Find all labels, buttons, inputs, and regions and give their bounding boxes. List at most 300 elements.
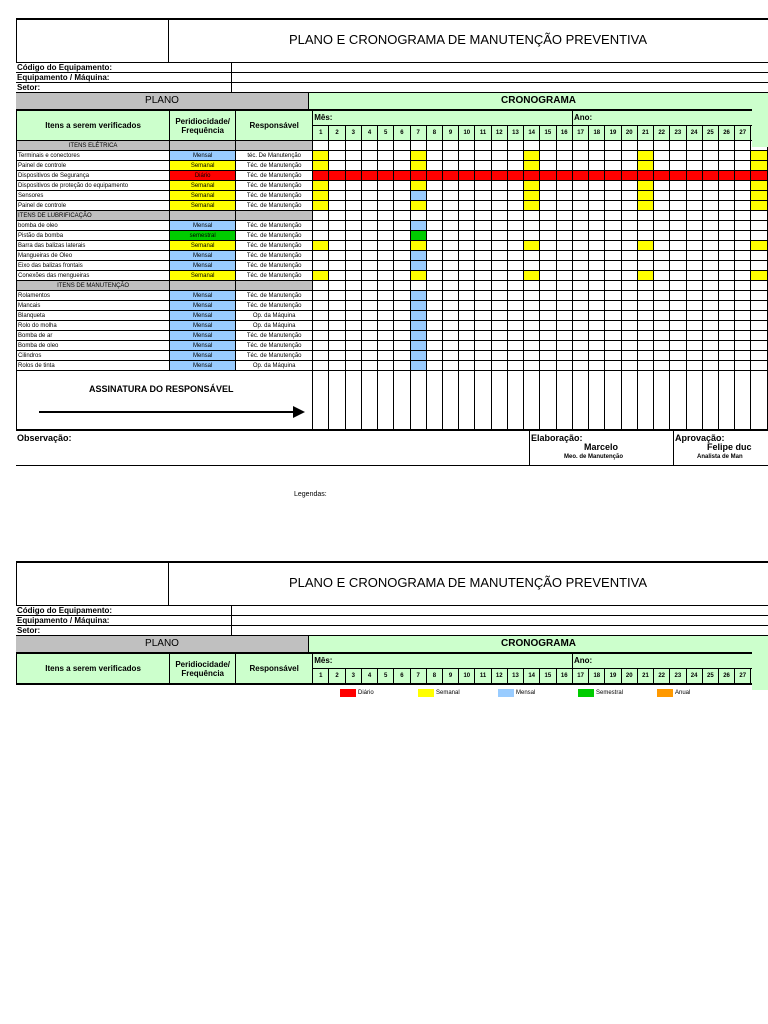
day-cell <box>475 291 491 301</box>
day-cell <box>589 171 605 181</box>
day-cell <box>572 361 588 371</box>
day-cell <box>329 151 345 161</box>
day-cell <box>686 231 702 241</box>
day-cell <box>394 231 410 241</box>
day-cell <box>540 271 556 281</box>
day-cell <box>735 161 751 171</box>
item-name: Conexões das mengueiras <box>17 271 170 281</box>
day-cell <box>702 221 718 231</box>
day-cell <box>313 151 329 161</box>
day-cell <box>410 311 426 321</box>
day-cell <box>621 241 637 251</box>
day-cell <box>637 261 653 271</box>
legend-label: Diário <box>358 690 374 696</box>
ano-label: Ano: <box>572 654 767 669</box>
day-cell <box>459 351 475 361</box>
item-name: Rolos de tinta <box>17 361 170 371</box>
side-tab <box>752 97 768 147</box>
day-cell <box>442 291 458 301</box>
day-cell <box>378 321 394 331</box>
day-cell <box>329 271 345 281</box>
item-name: Bomba de ar <box>17 331 170 341</box>
day-cell <box>361 271 377 281</box>
day-cell <box>313 331 329 341</box>
day-cell <box>345 201 361 211</box>
day-cell <box>751 291 768 301</box>
day-cell <box>735 301 751 311</box>
day-cell <box>621 231 637 241</box>
section-label: ITENS DE MANUTENÇÃO <box>17 281 170 291</box>
day-cell <box>572 271 588 281</box>
day-cell <box>654 321 670 331</box>
day-cell <box>718 361 734 371</box>
day-cell <box>378 341 394 351</box>
day-cell <box>507 351 523 361</box>
day-cell <box>475 161 491 171</box>
table-row <box>17 331 768 341</box>
day-header: 24 <box>686 126 702 141</box>
day-cell <box>621 361 637 371</box>
responsavel: Op. da Máquina <box>236 311 313 321</box>
day-cell <box>637 331 653 341</box>
arrow-right-icon <box>37 405 307 419</box>
day-cell <box>540 311 556 321</box>
day-cell <box>361 311 377 321</box>
day-cell <box>394 241 410 251</box>
day-cell <box>605 261 621 271</box>
day-cell <box>361 291 377 301</box>
item-name: Cilindros <box>17 351 170 361</box>
day-cell <box>637 231 653 241</box>
day-cell <box>540 181 556 191</box>
day-cell <box>637 341 653 351</box>
day-header: 17 <box>572 669 588 685</box>
day-cell <box>605 171 621 181</box>
day-cell <box>345 241 361 251</box>
day-cell <box>572 331 588 341</box>
day-header: 7 <box>410 669 426 685</box>
day-cell <box>735 171 751 181</box>
day-cell <box>654 251 670 261</box>
day-header: 14 <box>524 669 540 685</box>
day-cell <box>426 301 442 311</box>
col-freq-header: Peridiocidade/ Frequência <box>170 111 236 141</box>
elaboracao-role: Meo. de Manutenção <box>564 454 624 460</box>
day-cell <box>475 331 491 341</box>
day-cell <box>540 221 556 231</box>
day-cell <box>702 251 718 261</box>
day-cell <box>475 191 491 201</box>
day-cell <box>589 181 605 191</box>
day-cell <box>524 261 540 271</box>
table-row <box>17 251 768 261</box>
section-label: ITENS ELÉTRICA <box>17 141 170 151</box>
day-cell <box>507 251 523 261</box>
day-cell <box>686 241 702 251</box>
day-cell <box>556 341 572 351</box>
day-cell <box>621 321 637 331</box>
legend-label: Semanal <box>436 690 460 696</box>
day-cell <box>378 231 394 241</box>
responsavel: Téc. de Manutenção <box>236 201 313 211</box>
day-cell <box>442 271 458 281</box>
day-cell <box>702 321 718 331</box>
day-cell <box>686 321 702 331</box>
day-cell <box>670 251 686 261</box>
table-row <box>17 321 768 331</box>
day-cell <box>507 161 523 171</box>
day-cell <box>394 331 410 341</box>
day-cell <box>670 181 686 191</box>
day-cell <box>410 251 426 261</box>
day-cell <box>718 251 734 261</box>
day-cell <box>459 361 475 371</box>
day-cell <box>686 171 702 181</box>
day-cell <box>361 181 377 191</box>
day-cell <box>605 241 621 251</box>
table-row <box>17 161 768 171</box>
day-cell <box>345 301 361 311</box>
day-cell <box>718 161 734 171</box>
day-cell <box>361 151 377 161</box>
day-cell <box>410 291 426 301</box>
day-cell <box>394 271 410 281</box>
responsavel: Téc. de Manutenção <box>236 251 313 261</box>
day-cell <box>394 221 410 231</box>
item-name: Painel de controle <box>17 161 170 171</box>
cronograma-header: CRONOGRAMA <box>309 93 768 109</box>
day-cell <box>361 251 377 261</box>
day-cell <box>378 271 394 281</box>
aprovacao-box <box>673 431 768 465</box>
day-header: 4 <box>361 126 377 141</box>
day-cell <box>361 341 377 351</box>
day-cell <box>735 351 751 361</box>
day-cell <box>751 181 768 191</box>
day-cell <box>670 271 686 281</box>
day-cell <box>686 251 702 261</box>
frequency-badge: Semanal <box>170 241 236 251</box>
day-cell <box>572 261 588 271</box>
day-cell <box>345 191 361 201</box>
day-cell <box>654 291 670 301</box>
day-cell <box>605 341 621 351</box>
day-cell <box>572 291 588 301</box>
day-cell <box>637 291 653 301</box>
day-cell <box>654 191 670 201</box>
day-cell <box>670 331 686 341</box>
legend-swatch <box>578 689 594 697</box>
day-cell <box>540 251 556 261</box>
day-cell <box>426 191 442 201</box>
responsavel: Téc. de Manutenção <box>236 221 313 231</box>
day-cell <box>540 301 556 311</box>
day-cell <box>426 361 442 371</box>
day-cell <box>654 151 670 161</box>
day-cell <box>442 231 458 241</box>
day-cell <box>735 261 751 271</box>
day-cell <box>507 171 523 181</box>
day-cell <box>751 241 768 251</box>
day-cell <box>329 291 345 301</box>
sheet-1 <box>16 18 768 466</box>
equipamento-label: Equipamento / Máquina: <box>17 616 110 625</box>
day-header: 11 <box>475 669 491 685</box>
day-cell <box>524 181 540 191</box>
day-cell <box>507 301 523 311</box>
day-cell <box>702 301 718 311</box>
day-cell <box>475 311 491 321</box>
table-row <box>17 151 768 161</box>
day-cell <box>718 231 734 241</box>
day-cell <box>361 351 377 361</box>
day-cell <box>735 271 751 281</box>
day-cell <box>637 351 653 361</box>
day-cell <box>524 221 540 231</box>
day-cell <box>605 311 621 321</box>
day-cell <box>459 331 475 341</box>
day-cell <box>410 321 426 331</box>
day-cell <box>670 241 686 251</box>
day-cell <box>540 261 556 271</box>
signature-cell <box>17 371 313 430</box>
logo-box <box>17 563 169 605</box>
day-cell <box>556 241 572 251</box>
page-title: PLANO E CRONOGRAMA DE MANUTENÇÃO PREVENTIVA <box>288 575 648 590</box>
day-cell <box>540 341 556 351</box>
day-cell <box>654 311 670 321</box>
day-cell <box>686 151 702 161</box>
day-header: 12 <box>491 126 507 141</box>
day-header: 13 <box>507 126 523 141</box>
table-row <box>17 241 768 251</box>
day-header: 27 <box>735 669 751 685</box>
day-cell <box>442 191 458 201</box>
elaboracao-box <box>529 431 673 465</box>
day-cell <box>589 331 605 341</box>
day-cell <box>605 151 621 161</box>
day-cell <box>621 301 637 311</box>
day-cell <box>686 351 702 361</box>
day-header: 1 <box>313 669 329 685</box>
day-cell <box>589 151 605 161</box>
day-cell <box>507 361 523 371</box>
frequency-badge: Mensal <box>170 151 236 161</box>
day-cell <box>621 331 637 341</box>
day-cell <box>459 191 475 201</box>
legend-label: Semestral <box>596 690 624 696</box>
day-cell <box>491 361 507 371</box>
day-header: 16 <box>556 669 572 685</box>
legendas-label: Legendas: <box>294 491 327 498</box>
day-cell <box>361 301 377 311</box>
day-cell <box>491 241 507 251</box>
day-header: 13 <box>507 669 523 685</box>
day-cell <box>491 331 507 341</box>
day-cell <box>637 221 653 231</box>
day-cell <box>442 181 458 191</box>
day-cell <box>524 161 540 171</box>
day-cell <box>702 291 718 301</box>
day-cell <box>605 361 621 371</box>
side-tab <box>752 640 768 690</box>
day-cell <box>345 311 361 321</box>
day-cell <box>394 161 410 171</box>
section-row <box>17 281 768 291</box>
day-cell <box>702 261 718 271</box>
day-header: 22 <box>654 669 670 685</box>
day-cell <box>507 331 523 341</box>
day-cell <box>605 331 621 341</box>
day-cell <box>572 161 588 171</box>
table-row <box>17 201 768 211</box>
day-cell <box>702 161 718 171</box>
day-cell <box>459 151 475 161</box>
day-cell <box>556 331 572 341</box>
day-cell <box>378 291 394 301</box>
day-cell <box>410 341 426 351</box>
day-cell <box>686 331 702 341</box>
day-cell <box>426 231 442 241</box>
day-cell <box>751 341 768 351</box>
day-cell <box>345 361 361 371</box>
day-cell <box>686 301 702 311</box>
day-cell <box>686 311 702 321</box>
day-cell <box>686 201 702 211</box>
day-cell <box>313 191 329 201</box>
day-cell <box>491 161 507 171</box>
day-cell <box>718 351 734 361</box>
day-cell <box>361 221 377 231</box>
responsavel: Téc. de Manutenção <box>236 241 313 251</box>
frequency-badge: Mensal <box>170 351 236 361</box>
day-cell <box>702 341 718 351</box>
day-cell <box>735 291 751 301</box>
day-cell <box>637 201 653 211</box>
day-cell <box>491 351 507 361</box>
day-cell <box>329 201 345 211</box>
day-cell <box>637 251 653 261</box>
day-cell <box>735 321 751 331</box>
day-header: 14 <box>524 126 540 141</box>
day-cell <box>345 151 361 161</box>
day-cell <box>329 311 345 321</box>
table-row <box>17 261 768 271</box>
table-row <box>17 341 768 351</box>
day-cell <box>313 361 329 371</box>
day-cell <box>394 301 410 311</box>
day-cell <box>442 151 458 161</box>
day-cell <box>507 191 523 201</box>
day-cell <box>345 271 361 281</box>
day-cell <box>313 181 329 191</box>
day-cell <box>361 261 377 271</box>
day-header: 24 <box>686 669 702 685</box>
table-row <box>17 221 768 231</box>
day-header: 19 <box>605 669 621 685</box>
day-cell <box>426 291 442 301</box>
day-cell <box>589 311 605 321</box>
day-cell <box>654 221 670 231</box>
day-cell <box>475 271 491 281</box>
day-cell <box>410 331 426 341</box>
day-cell <box>718 201 734 211</box>
day-cell <box>507 311 523 321</box>
day-cell <box>378 151 394 161</box>
day-cell <box>361 331 377 341</box>
day-header: 23 <box>670 669 686 685</box>
day-cell <box>361 241 377 251</box>
day-cell <box>426 151 442 161</box>
day-cell <box>540 231 556 241</box>
day-cell <box>572 221 588 231</box>
day-cell <box>572 181 588 191</box>
day-cell <box>378 221 394 231</box>
day-cell <box>654 201 670 211</box>
day-cell <box>718 191 734 201</box>
day-cell <box>572 231 588 241</box>
day-cell <box>637 151 653 161</box>
day-header: 4 <box>361 669 377 685</box>
day-cell <box>345 221 361 231</box>
day-cell <box>491 291 507 301</box>
day-cell <box>378 201 394 211</box>
day-cell <box>426 241 442 251</box>
day-cell <box>556 301 572 311</box>
day-header: 11 <box>475 126 491 141</box>
day-cell <box>735 361 751 371</box>
day-cell <box>507 151 523 161</box>
codigo-label: Código do Equipamento: <box>17 63 113 72</box>
day-cell <box>540 291 556 301</box>
day-cell <box>702 241 718 251</box>
section-row <box>17 211 768 221</box>
day-cell <box>589 291 605 301</box>
day-cell <box>313 221 329 231</box>
day-cell <box>556 191 572 201</box>
day-header: 9 <box>442 126 458 141</box>
day-header: 21 <box>637 669 653 685</box>
mes-label: Mês: <box>313 654 573 669</box>
day-cell <box>702 271 718 281</box>
day-cell <box>540 201 556 211</box>
day-cell <box>329 181 345 191</box>
day-cell <box>329 321 345 331</box>
day-cell <box>670 161 686 171</box>
day-cell <box>556 161 572 171</box>
header <box>16 561 768 606</box>
item-name: Eixo das balizas frontais <box>17 261 170 271</box>
day-cell <box>735 341 751 351</box>
mes-label: Mês: <box>313 111 573 126</box>
table-row <box>17 361 768 371</box>
day-cell <box>621 201 637 211</box>
day-cell <box>637 321 653 331</box>
responsavel: Téc. de Manutenção <box>236 331 313 341</box>
day-cell <box>524 151 540 161</box>
day-cell <box>556 231 572 241</box>
day-cell <box>670 171 686 181</box>
day-cell <box>442 251 458 261</box>
day-cell <box>735 181 751 191</box>
frequency-badge: Mensal <box>170 291 236 301</box>
day-cell <box>735 241 751 251</box>
day-header: 8 <box>426 669 442 685</box>
day-header: 26 <box>718 126 734 141</box>
day-header: 2 <box>329 126 345 141</box>
day-cell <box>751 331 768 341</box>
day-cell <box>394 361 410 371</box>
